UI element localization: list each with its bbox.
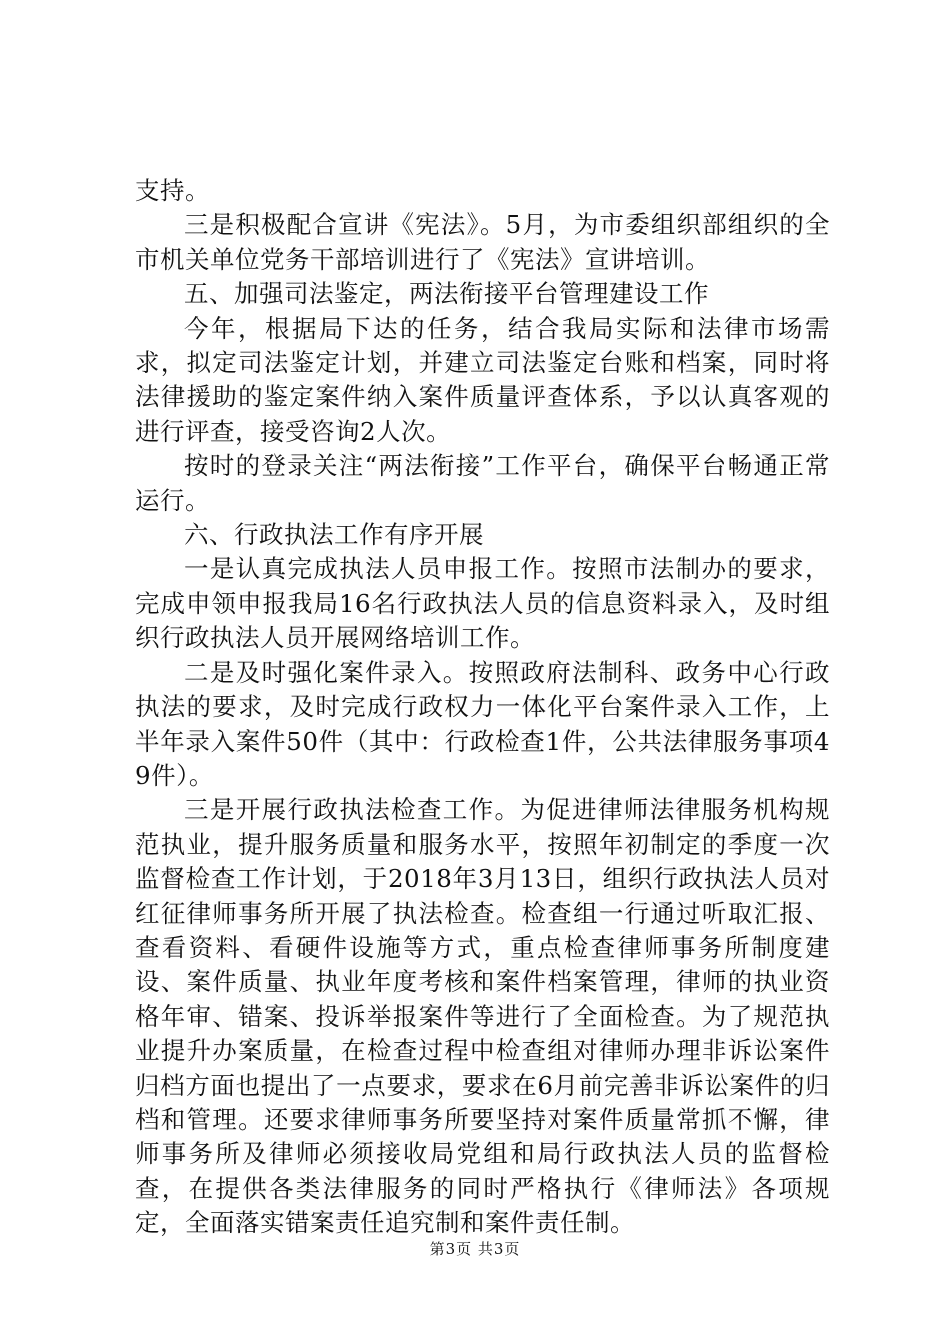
paragraph-enforcement-inspection: 三是开展行政执法检查工作。为促进律师法律服务机构规范执业，提升服务质量和服务水平，按照年初制定的季度一次监督检查工作计划，于2018年3月13日，组织行政执法人员对红征律师事务所开展了执法检查。检查组一行通过听取汇报、查看资料、看硬件设施等方式，重点检查律师事务所制度建设、案件质量、执业年度考核和案件档案管理，律师的执业资格年审、错案、投诉举报案件等进行了全面检查。为了规范执业提升办案质量，在检查过程中检查组对律师办理非诉讼案件归档方面也提出了一点要求，要求在6月前完善非诉讼案件的归档和管理。还要求律师事务所要坚持对案件质量常抓不懈，律师事务所及律师必须接收局党组和局行政执法人员的监督检查，在提供各类法律服务的同时严格执行《律师法》各项规定，全面落实错案责任追究制和案件责任制。 (135, 795, 830, 1238)
paragraph-case-entry: 二是及时强化案件录入。按照政府法制科、政务中心行政执法的要求，及时完成行政权力一体化平台案件录入工作，上半年录入案件50件（其中：行政检查1件，公共法律服务事项49件）。 (135, 657, 830, 790)
paragraph-appraisal-plan: 今年，根据局下达的任务，结合我局实际和法律市场需求，拟定司法鉴定计划，并建立司法鉴定台账和档案，同时将法律援助的鉴定案件纳入案件质量评查体系，予以认真客观的进行评查，接受咨询2人次。 (135, 313, 830, 446)
paragraph-constitution-lecture: 三是积极配合宣讲《宪法》。5月，为市委组织部组织的全市机关单位党务干部培训进行了《宪法》宣讲培训。 (135, 210, 830, 274)
page-footer: 第3页 共3页 (429, 1240, 521, 1258)
document-body (135, 174, 830, 1241)
paragraph-continuation: 支持。 (135, 176, 210, 205)
section-heading-judicial-appraisal: 五、加强司法鉴定，两法衔接平台管理建设工作 (184, 279, 709, 309)
paragraph-platform-login: 按时的登录关注“两法衔接”工作平台，确保平台畅通正常运行。 (135, 451, 830, 515)
section-heading-administrative-enforcement: 六、行政执法工作有序开展 (184, 520, 484, 550)
paragraph-enforcement-staff-registration: 一是认真完成执法人员申报工作。按照市法制办的要求，完成申领申报我局16名行政执法人员的信息资料录入，及时组织行政执法人员开展网络培训工作。 (135, 554, 830, 653)
